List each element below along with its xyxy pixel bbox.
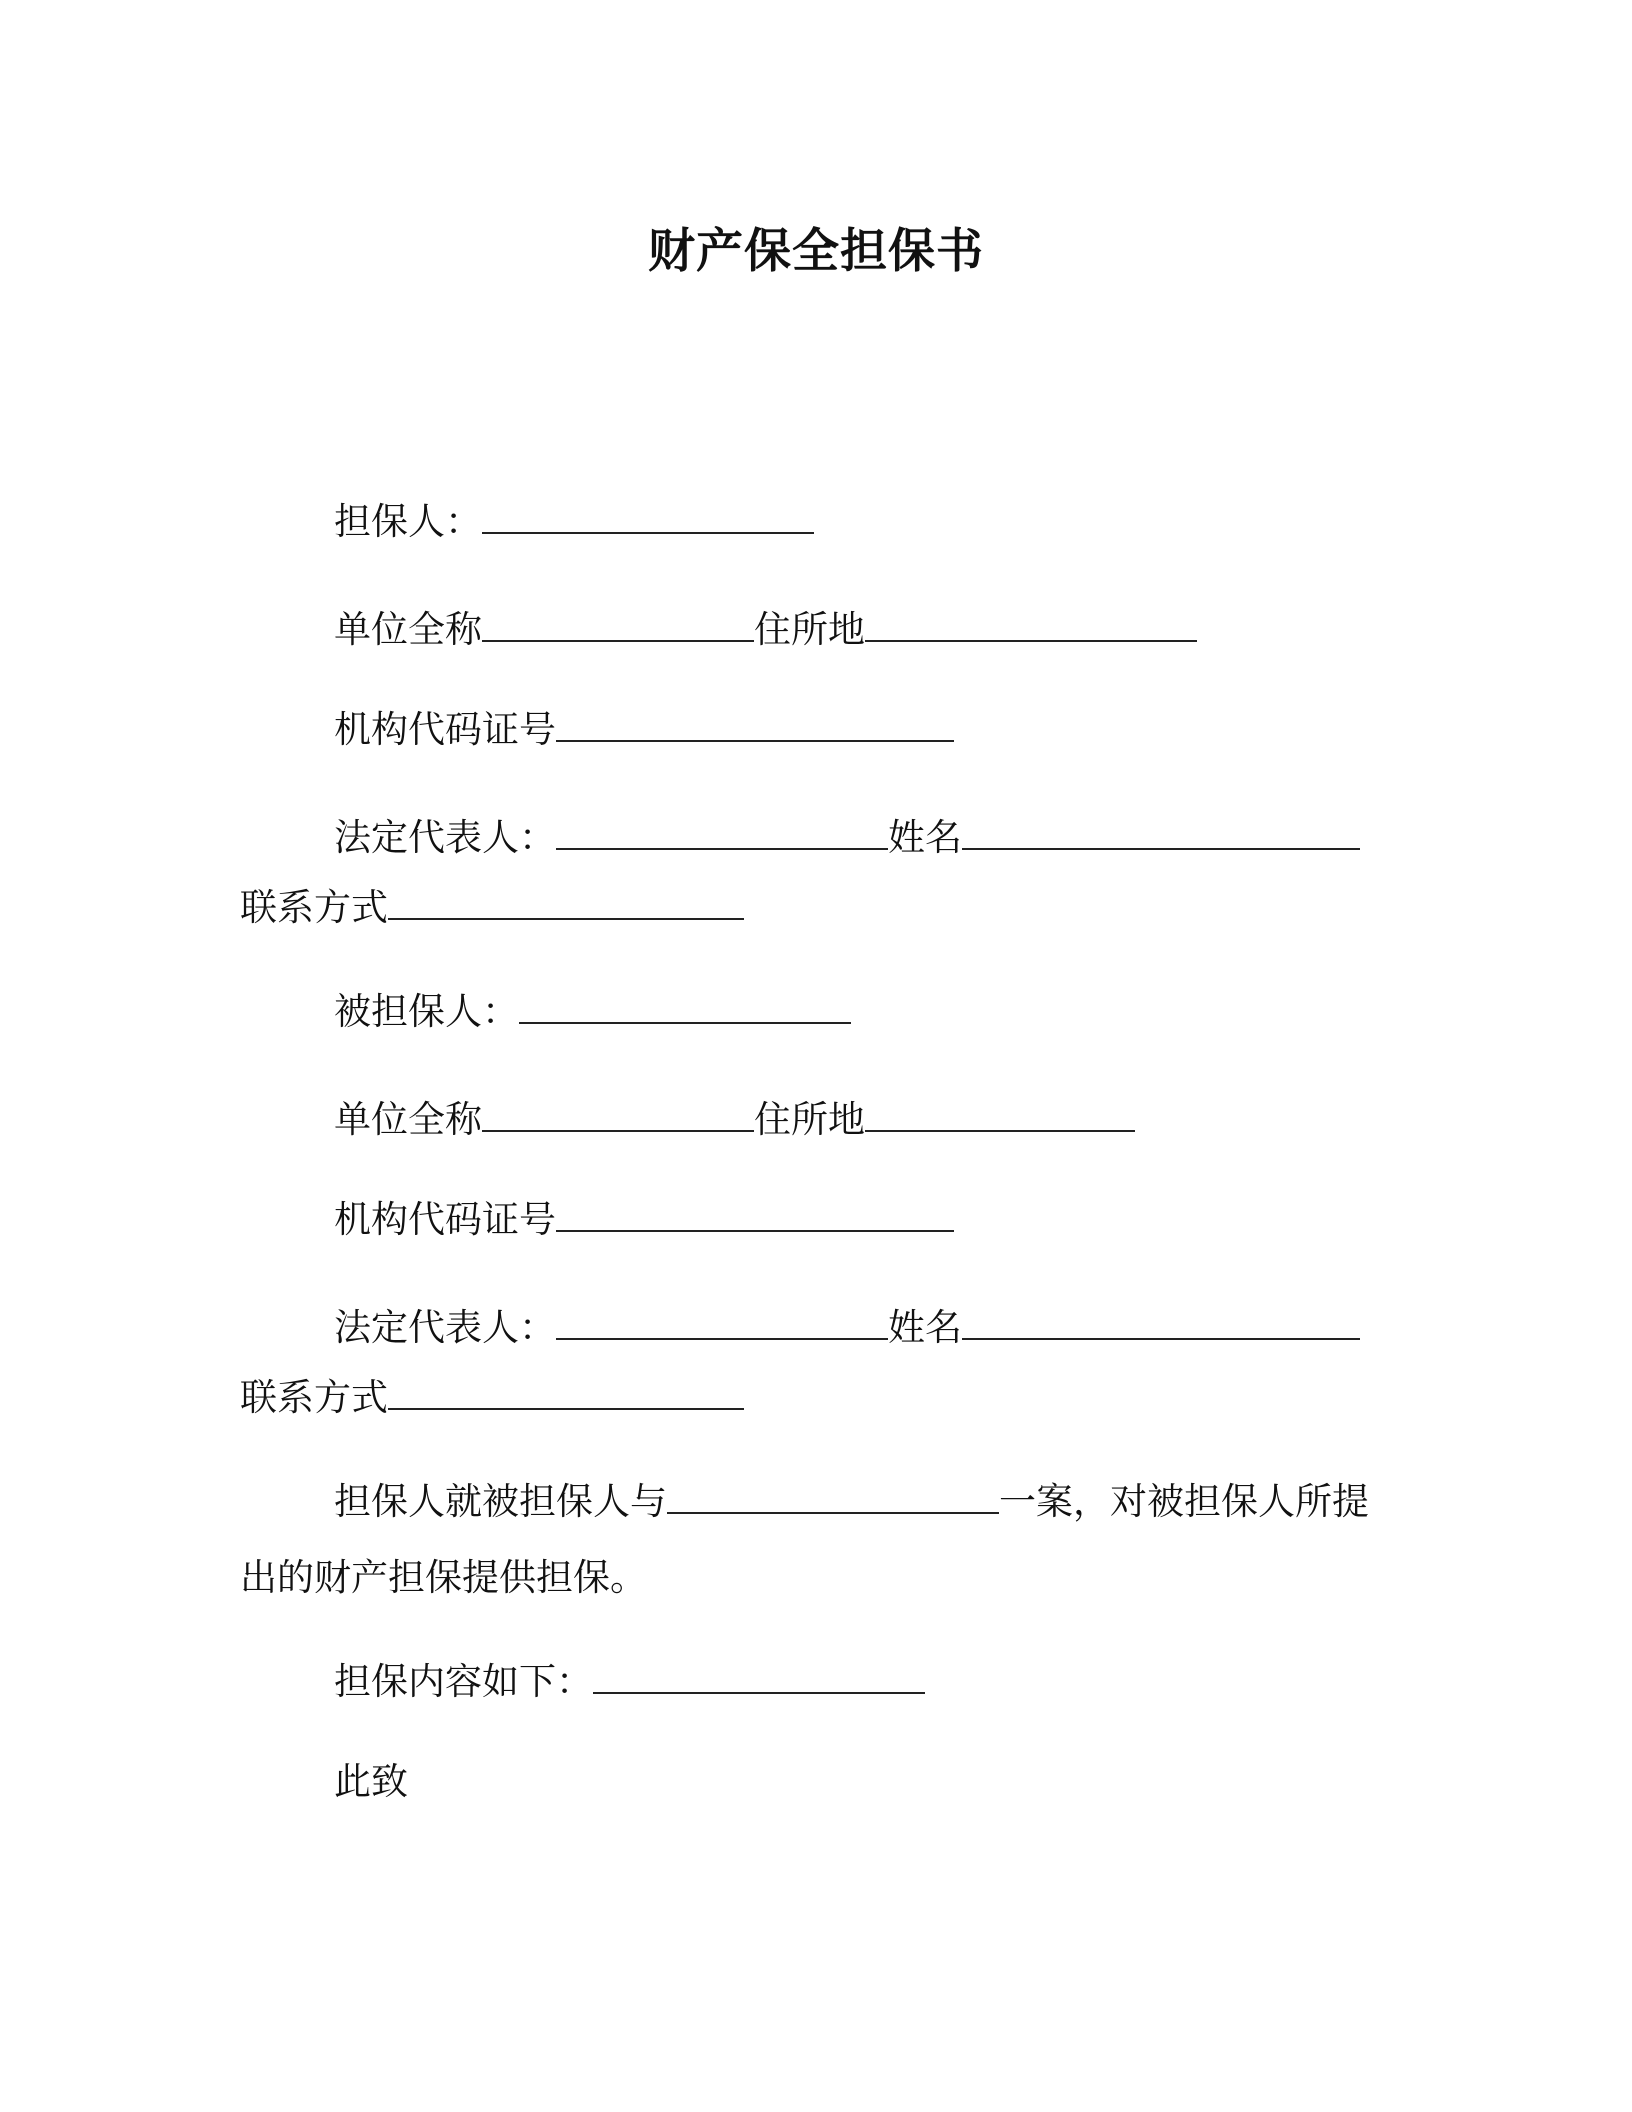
guarantor-org-code-label: 机构代码证号 (334, 708, 556, 751)
guaranteed-line (334, 986, 851, 1036)
guaranteed-contact-blank[interactable] (388, 1372, 744, 1410)
guarantor-org-code-blank[interactable] (556, 704, 954, 742)
statement-line-2 (240, 1554, 647, 1602)
guarantor-name-label: 姓名 (888, 816, 962, 859)
guarantor-unit-name-blank[interactable] (482, 604, 754, 642)
guaranteed-org-code-line (334, 1194, 954, 1244)
statement-part2: 一案，对被担保人所提 (999, 1480, 1369, 1523)
guarantor-contact-line (240, 882, 744, 932)
guarantor-contact-label: 联系方式 (240, 886, 388, 929)
guaranteed-address-label: 住所地 (754, 1098, 865, 1141)
content-line (334, 1656, 925, 1706)
statement-line-1 (334, 1476, 1369, 1526)
guarantor-address-label: 住所地 (754, 608, 865, 651)
guarantor-contact-blank[interactable] (388, 882, 744, 920)
guarantor-legal-rep-label: 法定代表人： (334, 816, 556, 859)
guaranteed-unit-name-label: 单位全称 (334, 1098, 482, 1141)
guaranteed-org-code-label: 机构代码证号 (334, 1198, 556, 1241)
guaranteed-blank[interactable] (519, 986, 851, 1024)
guarantor-legal-rep-blank[interactable] (556, 812, 888, 850)
content-label: 担保内容如下： (334, 1660, 593, 1703)
guaranteed-name-blank[interactable] (962, 1302, 1360, 1340)
guaranteed-label: 被担保人： (334, 990, 519, 1033)
guaranteed-legal-rep-label: 法定代表人： (334, 1306, 556, 1349)
statement-part1: 担保人就被担保人与 (334, 1480, 667, 1523)
guarantor-org-code-line (334, 704, 954, 754)
guaranteed-address-blank[interactable] (865, 1094, 1135, 1132)
guarantor-name-blank[interactable] (962, 812, 1360, 850)
guarantor-line (334, 496, 814, 546)
guaranteed-org-code-blank[interactable] (556, 1194, 954, 1232)
closing-line (334, 1758, 408, 1806)
guaranteed-legal-rep-blank[interactable] (556, 1302, 888, 1340)
guarantor-blank[interactable] (482, 496, 814, 534)
guaranteed-unit-name-blank[interactable] (482, 1094, 754, 1132)
content-blank[interactable] (593, 1656, 925, 1694)
document-title: 财产保全担保书 (648, 224, 984, 279)
guarantor-unit-name-label: 单位全称 (334, 608, 482, 651)
case-blank[interactable] (667, 1476, 999, 1514)
guaranteed-contact-label: 联系方式 (240, 1376, 388, 1419)
statement-part3: 出的财产担保提供担保。 (240, 1556, 647, 1599)
guarantor-label: 担保人： (334, 500, 482, 543)
guaranteed-name-label: 姓名 (888, 1306, 962, 1349)
guaranteed-unit-line (334, 1094, 1135, 1144)
guaranteed-legal-rep-line (334, 1302, 1360, 1352)
guaranteed-contact-line (240, 1372, 744, 1422)
closing-text: 此致 (334, 1760, 408, 1803)
guarantor-unit-line (334, 604, 1197, 654)
guarantor-legal-rep-line (334, 812, 1360, 862)
guarantor-address-blank[interactable] (865, 604, 1197, 642)
